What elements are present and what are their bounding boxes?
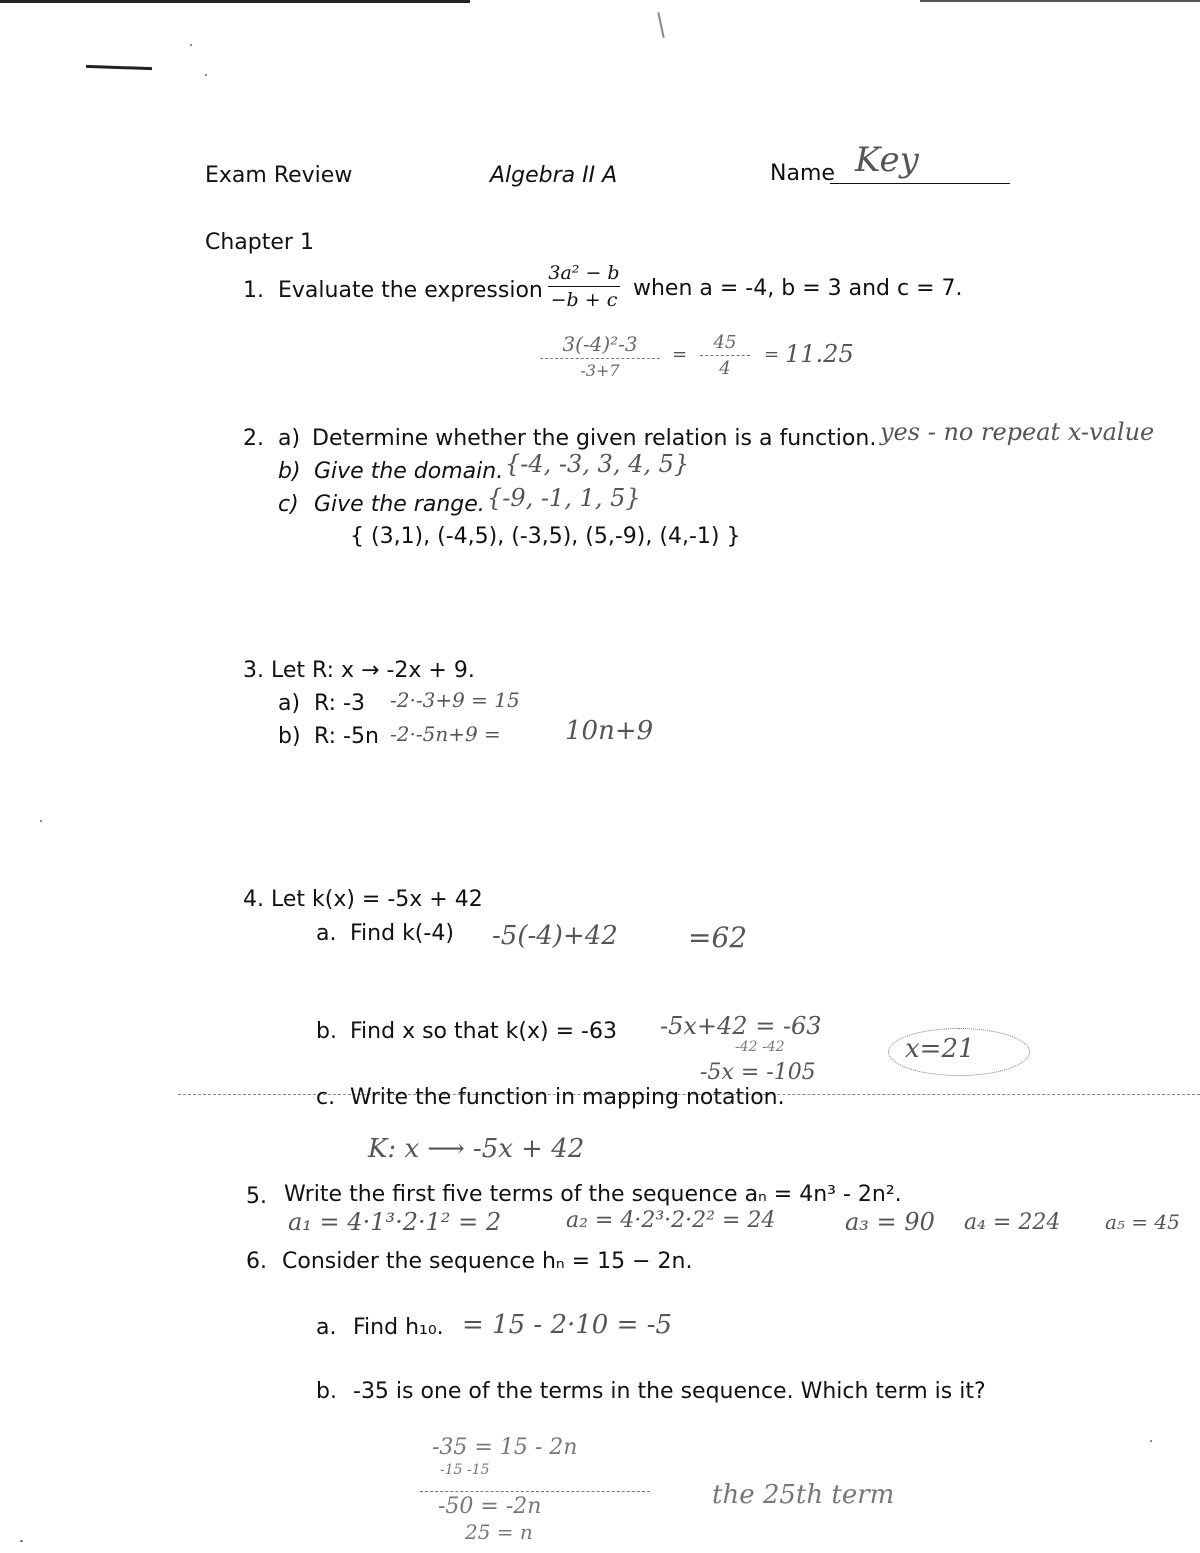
q5-term-3: a₃ = 90 xyxy=(845,1208,935,1236)
q5-term-5: a₅ = 45 xyxy=(1105,1210,1180,1234)
q4-b-label: b. xyxy=(316,1019,337,1044)
q1-work-result: 11.25 xyxy=(785,340,854,368)
q1-work-fraction-2 xyxy=(700,332,750,379)
q2-a-answer: yes - no repeat x-value xyxy=(880,418,1155,446)
name-line xyxy=(830,183,1010,184)
fraction-bar xyxy=(540,358,660,359)
q1-fraction-denominator: −b + c xyxy=(550,289,618,311)
scan-speck xyxy=(40,820,42,822)
q2-b-label: b) xyxy=(278,459,301,484)
q6-b-work-line4: 25 = n xyxy=(465,1520,533,1544)
q2-a-label: a) xyxy=(278,426,301,451)
scan-speck xyxy=(20,1540,23,1542)
q6-a-label: a. xyxy=(316,1315,337,1340)
q6-a-text: Find h₁₀. xyxy=(353,1315,444,1340)
q6-b-answer: the 25th term xyxy=(712,1480,895,1510)
chapter-heading: Chapter 1 xyxy=(205,230,314,255)
q2-number: 2. xyxy=(243,426,264,451)
q5-term-2: a₂ = 4·2³·2·2² = 24 xyxy=(566,1208,776,1233)
q1-work-numerator: 3(-4)²-3 xyxy=(562,332,638,356)
q4-a-work: -5(-4)+42 xyxy=(492,921,618,951)
q6-a-work: = 15 - 2·10 = -5 xyxy=(462,1310,672,1340)
name-label: Name xyxy=(770,161,835,186)
q5-term-4: a₄ = 224 xyxy=(964,1210,1061,1235)
q3-stem: 3. Let R: x → -2x + 9. xyxy=(243,658,475,683)
header-center: Algebra II A xyxy=(490,163,618,188)
q4-a-answer: =62 xyxy=(688,921,748,954)
q1-work-denominator: -3+7 xyxy=(580,361,620,380)
scan-speck xyxy=(205,74,207,76)
q6-b-work-rule xyxy=(420,1491,650,1492)
q6-b-text: -35 is one of the terms in the sequence. Which term is it? xyxy=(353,1379,986,1404)
q3-b-work: -2·-5n+9 = xyxy=(390,722,501,746)
q4-c-label: c. xyxy=(316,1085,336,1110)
q5-number: 5. xyxy=(246,1184,267,1209)
scan-top-border-right xyxy=(920,0,1200,2)
q1-work-equals-2: = xyxy=(764,344,780,365)
fraction-bar xyxy=(548,286,620,287)
q1-work-equals: = xyxy=(672,344,688,365)
q3-b-text: R: -5n xyxy=(314,724,379,749)
q2-a-text: Determine whether the given relation is a function. xyxy=(312,426,877,451)
q5-term-1: a₁ = 4·1³·2·1² = 2 xyxy=(288,1208,502,1236)
q5-text: Write the first five terms of the sequence aₙ = 4n³ - 2n². xyxy=(284,1182,902,1207)
q4-b-work-line1: -5x+42 = -63 xyxy=(660,1012,822,1040)
q3-b-answer: 10n+9 xyxy=(565,716,654,746)
q6-number: 6. xyxy=(246,1249,267,1274)
q4-b-work-line3: -5x = -105 xyxy=(700,1060,816,1085)
scan-speck xyxy=(190,44,192,46)
q1-expression-fraction xyxy=(548,262,620,311)
q2-b-text: Give the domain. xyxy=(314,459,504,484)
q2-c-text: Give the range. xyxy=(314,492,485,517)
q1-text-before: Evaluate the expression xyxy=(278,278,543,303)
q4-c-answer: K: x ⟶ -5x + 42 xyxy=(368,1134,585,1164)
q4-b-answer: x=21 xyxy=(905,1034,975,1064)
scan-top-border xyxy=(0,0,470,3)
q1-text-after: when a = -4, b = 3 and c = 7. xyxy=(633,276,963,301)
q4-b-work-line2: -42 -42 xyxy=(735,1039,785,1055)
q3-a-text: R: -3 xyxy=(314,691,365,716)
q6-b-label: b. xyxy=(316,1379,337,1404)
header-left: Exam Review xyxy=(205,163,353,188)
q4-a-label: a. xyxy=(316,921,337,946)
scan-speck xyxy=(1150,1440,1152,1442)
q3-b-label: b) xyxy=(278,724,301,749)
q2-relation: { (3,1), (-4,5), (-3,5), (5,-9), (4,-1) } xyxy=(350,524,741,549)
q2-c-label: c) xyxy=(278,492,299,517)
q6-b-work-line1: -35 = 15 - 2n xyxy=(432,1435,578,1460)
scan-dash-mark xyxy=(86,65,152,70)
q6-b-work-line3: -50 = -2n xyxy=(438,1494,542,1519)
fraction-bar xyxy=(700,355,750,356)
name-value: Key xyxy=(855,140,919,180)
q2-b-answer: {-4, -3, 3, 4, 5} xyxy=(505,450,690,478)
q4-stem: 4. Let k(x) = -5x + 42 xyxy=(243,887,483,912)
q3-a-work: -2·-3+9 = 15 xyxy=(390,688,520,712)
q1-work2-denominator: 4 xyxy=(719,358,731,379)
q4-b-text: Find x so that k(x) = -63 xyxy=(350,1019,617,1044)
q4-a-text: Find k(-4) xyxy=(350,921,454,946)
q1-fraction-numerator: 3a² − b xyxy=(548,262,620,284)
q6-b-work-line2: -15 -15 xyxy=(440,1462,490,1478)
q3-a-label: a) xyxy=(278,691,301,716)
q1-number: 1. xyxy=(243,278,264,303)
scan-speck xyxy=(657,12,664,38)
q1-work-fraction xyxy=(540,332,660,380)
q2-c-answer: {-9, -1, 1, 5} xyxy=(487,484,641,512)
q6-text: Consider the sequence hₙ = 15 − 2n. xyxy=(282,1249,693,1274)
q4-c-text: Write the function in mapping notation. xyxy=(350,1085,785,1110)
q1-work2-numerator: 45 xyxy=(713,332,737,353)
